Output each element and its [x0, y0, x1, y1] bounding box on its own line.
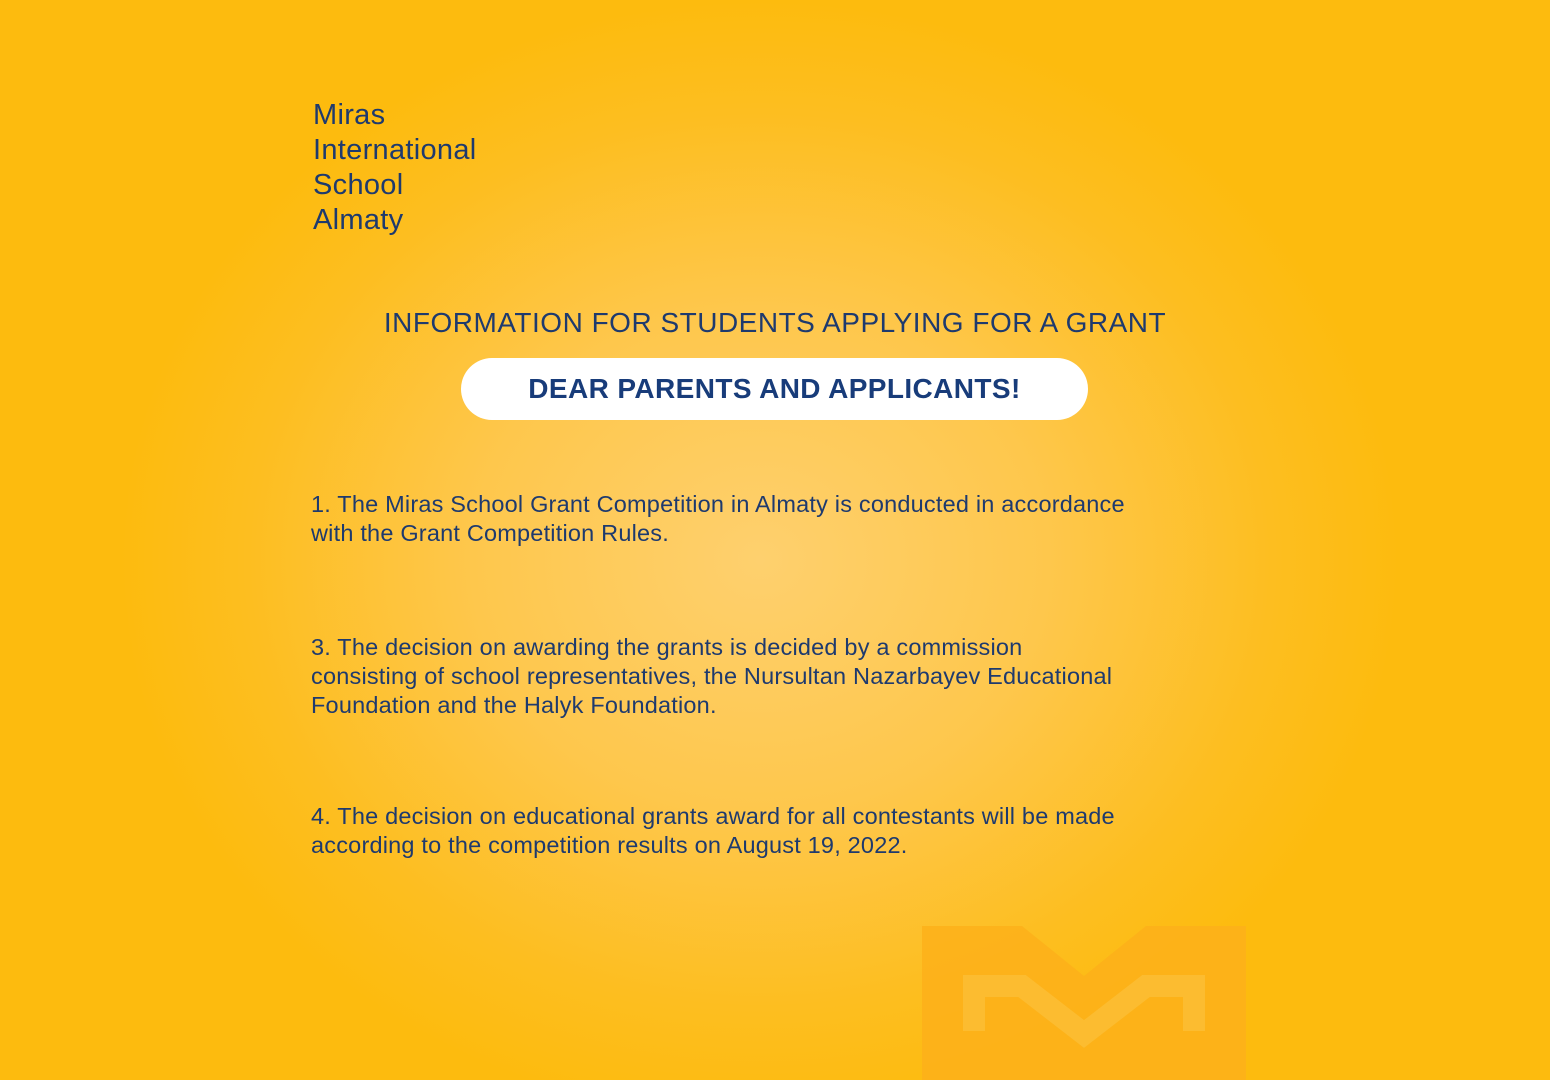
school-name-line: School	[313, 169, 404, 201]
info-item	[311, 490, 1251, 548]
school-name-line: Almaty	[313, 204, 404, 236]
info-item-line: consisting of school representatives, the Nursultan Nazarbayev Educational	[311, 663, 1113, 689]
greeting-text: DEAR PARENTS AND APPLICANTS!	[528, 373, 1021, 404]
miras-logo-watermark-icon	[922, 926, 1246, 1080]
school-name-line: International	[313, 134, 477, 166]
info-item-line: 3. The decision on awarding the grants is decided by a commission	[311, 634, 1023, 660]
info-item-line: according to the competition results on August 19, 2022.	[311, 832, 908, 858]
info-item	[311, 802, 1251, 860]
page-title: INFORMATION FOR STUDENTS APPLYING FOR A GRANT	[383, 307, 1167, 338]
info-item-line: with the Grant Competition Rules.	[311, 520, 669, 546]
info-item	[311, 633, 1251, 720]
greeting-badge	[461, 358, 1088, 420]
school-name	[313, 98, 477, 238]
info-item-line: Foundation and the Halyk Foundation.	[311, 692, 717, 718]
info-item-line: 1. The Miras School Grant Competition in Almaty is conducted in accordance	[311, 491, 1125, 517]
school-name-line: Miras	[313, 99, 386, 131]
info-item-line: 4. The decision on educational grants award for all contestants will be made	[311, 803, 1115, 829]
